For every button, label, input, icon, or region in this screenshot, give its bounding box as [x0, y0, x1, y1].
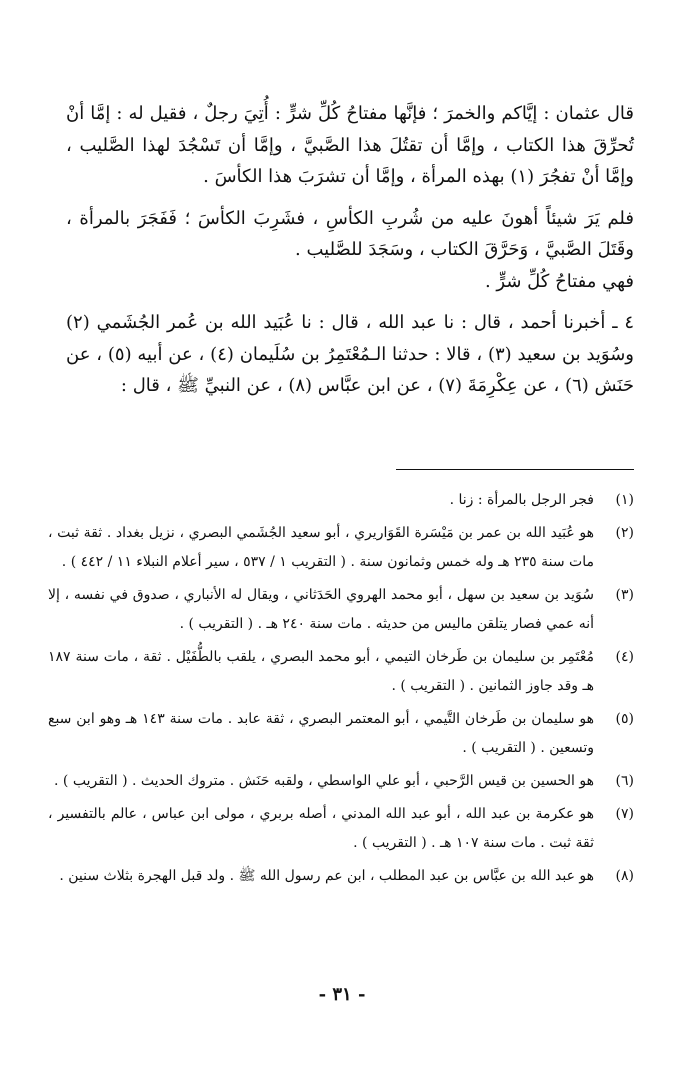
footnote-divider: [396, 469, 634, 470]
footnote-text: هو عكرمة بن عبد الله ، أبو عبد الله المدني ، أصله بربري ، مولى ابن عباس ، عالم بالتفسير ، ثقة ثبت . مات سنة ١٠٧ هـ . ( التقريب ) .: [48, 806, 594, 851]
paragraph-uthman-saying: قال عثمان : إيَّاكم والخمرَ ؛ فإنَّها مفتاحُ كُلِّ شرٍّ : أُتِيَ رجلٌ ، فقيل له : إمَّا أنْ تُحرِّقَ هذا الكتاب ، وإمَّا أن تقتُلَ هذا الصَّبيَّ ، وإمَّا أن تَسْجُدَ لهذا الصَّليب ، وإمَّا أنْ تفجُرَ (١) بهذه المرأة ، وإمَّا أن تشرَبَ هذا الكأسَ .: [66, 103, 634, 187]
footnote-text: مُعْتَمِر بن سليمان بن طَرخان التيمي ، أبو محمد البصري ، يلقب بالطُّفَيْل . ثقة ، مات سنة ١٨٧ هـ وقد جاوز الثمانين . ( التقريب ) .: [48, 649, 594, 694]
footnote-text: هو الحسين بن قيس الرَّحبي ، أبو علي الواسطي ، ولقبه حَنَش . متروك الحديث . ( التقريب ) .: [54, 773, 594, 789]
footnote-number: (٧): [615, 806, 634, 822]
footnote-text: هو سليمان بن طَرخان التَّيمي ، أبو المعتمر البصري ، ثقة عابد . مات سنة ١٤٣ هـ وهو ابن سبع وتسعين . ( التقريب ) .: [48, 711, 594, 756]
main-text: [66, 98, 634, 402]
footnote-text: فجر الرجل بالمرأة : زنا .: [449, 492, 594, 508]
footnote: [48, 767, 634, 796]
footnote-number: (٣): [615, 587, 634, 603]
footnote-number: (٥): [615, 711, 634, 727]
page-number: - ٣١ -: [318, 984, 366, 1005]
paragraph-story: فلم يَرَ شيئاً أهونَ عليه من شُربِ الكأسِ ، فشَرِبَ الكأسَ ؛ فَفَجَرَ بالمرأة ، وقَتَلَ الصَّبيَّ ، وَحَرَّقَ الكتاب ، وسَجَدَ للصَّليب .: [66, 207, 634, 260]
footnotes: [48, 486, 634, 895]
footnote: [48, 643, 634, 701]
footnote-number: (٨): [615, 868, 634, 884]
footnote: [48, 705, 634, 763]
footnote-text: هو عُبَيد الله بن عمر بن مَيْسَرة القَوَاريري ، أبو سعيد الجُشَمي البصري ، نزيل بغداد . ثقة ثبت ، مات سنة ٢٣٥ هـ وله خمس وثمانون سنة . ( التقريب ١ / ٥٣٧ ، سير أعلام النبلاء ١١ / ٤٤٢ ) .: [48, 525, 594, 570]
footnote-number: (٦): [615, 773, 634, 789]
footnote-number: (٢): [615, 525, 634, 541]
footnote: [48, 486, 634, 515]
footnote-text: هو عبد الله بن عبَّاس بن عبد المطلب ، ابن عم رسول الله ﷺ . ولد قبل الهجرة بثلاث سنين .: [59, 868, 594, 884]
footnote: [48, 581, 634, 639]
footnote-number: (٤): [615, 649, 634, 665]
paragraph-hadith-chain: ٤ ـ أخبرنا أحمد ، قال : نا عبد الله ، قال : نا عُبَيد الله بن عُمر الجُشَمي (٢) وسُوَيد بن سعيد (٣) ، قالا : حدثنا الـمُعْتَمِرُ بن سُلَيمان (٤) ، عن أبيه (٥) ، عن حَنَش (٦) ، عن عِكْرِمَةَ (٧) ، عن ابن عبَّاس (٨) ، عن النبيِّ ﷺ ، قال :: [66, 312, 635, 396]
footnote: [48, 519, 634, 577]
footnote: [48, 800, 634, 858]
footnote: [48, 862, 634, 891]
footnote-text: سُوَيد بن سعيد بن سهل ، أبو محمد الهروي الحَدَثاني ، ويقال له الأنباري ، صدوق في نفسه ، إلا أنه عمي فصار يتلقن ماليس من حديثه . مات سنة ٢٤٠ هـ . ( التقريب ) .: [48, 587, 594, 632]
paragraph-conclusion: فهي مفتاحُ كُلِّ شرٍّ .: [484, 270, 634, 292]
footnote-number: (١): [615, 492, 634, 508]
